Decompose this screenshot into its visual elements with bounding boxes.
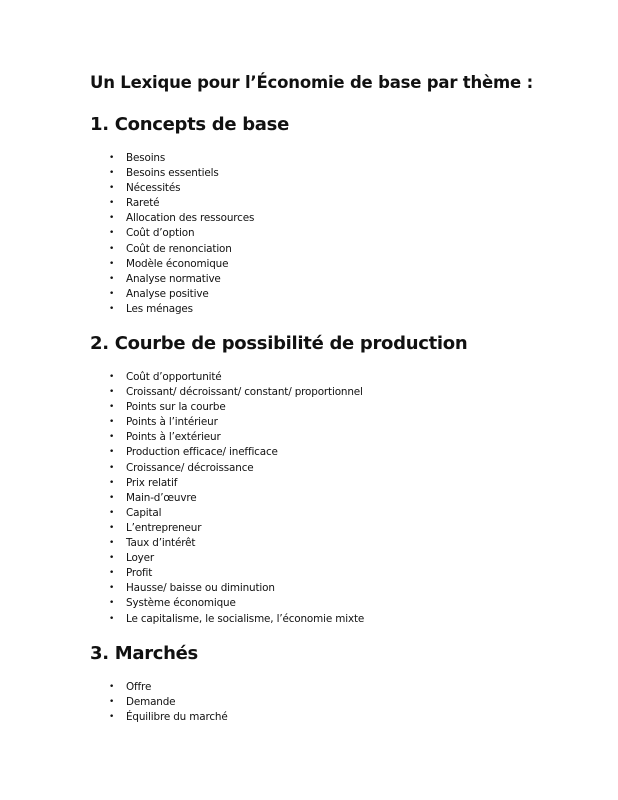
bullet-icon: •	[109, 288, 115, 299]
list-item	[0, 370, 364, 385]
list-item	[0, 400, 364, 415]
bullet-icon: •	[109, 168, 115, 179]
list-item	[0, 491, 364, 506]
list-item	[0, 272, 254, 287]
list-item	[0, 461, 364, 476]
list-item-label: Système économique	[126, 597, 236, 610]
list-item-label: Coût de renonciation	[126, 242, 232, 255]
list-item	[0, 211, 254, 226]
list-item-label: Main-d’œuvre	[126, 491, 197, 504]
bullet-icon: •	[109, 583, 115, 594]
term-list-courbe-de-possibilite	[0, 370, 364, 627]
list-item-label: Analyse normative	[126, 272, 221, 285]
list-item	[0, 612, 364, 627]
list-item	[0, 430, 364, 445]
bullet-icon: •	[109, 682, 115, 692]
bullet-icon: •	[109, 303, 115, 314]
bullet-icon: •	[109, 598, 115, 609]
section-heading-marches: 3. Marchés	[90, 643, 198, 664]
list-item	[0, 581, 364, 596]
list-item-label: Points à l’extérieur	[126, 431, 221, 444]
document-title: Un Lexique pour l’Économie de base par thème :	[90, 73, 533, 92]
list-item	[0, 710, 228, 725]
list-item	[0, 596, 364, 611]
list-item	[0, 551, 364, 566]
list-item-label: Capital	[126, 506, 162, 519]
list-item-label: Taux d’intérêt	[126, 537, 196, 550]
list-item-label: Hausse/ baisse ou diminution	[126, 582, 275, 595]
list-item-label: Points à l’intérieur	[126, 416, 218, 429]
list-item-label: Production efficace/ inefficace	[126, 446, 278, 459]
bullet-icon: •	[109, 417, 115, 428]
list-item-label: Croissance/ décroissance	[126, 461, 254, 474]
list-item	[0, 695, 228, 710]
list-item-label: Modèle économique	[126, 257, 229, 270]
bullet-icon: •	[109, 477, 115, 488]
bullet-icon: •	[109, 243, 115, 254]
bullet-icon: •	[109, 712, 115, 723]
bullet-icon: •	[109, 183, 115, 194]
list-item-label: Offre	[126, 681, 152, 693]
bullet-icon: •	[109, 613, 115, 624]
bullet-icon: •	[109, 568, 115, 579]
list-item-label: Nécessités	[126, 182, 181, 195]
bullet-icon: •	[109, 153, 115, 163]
bullet-icon: •	[109, 198, 115, 209]
bullet-icon: •	[109, 462, 115, 473]
bullet-icon: •	[109, 213, 115, 224]
list-item	[0, 445, 364, 460]
list-item-label: Croissant/ décroissant/ constant/ proportionnel	[126, 386, 363, 399]
list-item-label: Analyse positive	[126, 287, 209, 300]
list-item-label: Équilibre du marché	[126, 711, 228, 724]
bullet-icon: •	[109, 432, 115, 443]
list-item	[0, 287, 254, 302]
section-heading-courbe-de-possibilite: 2. Courbe de possibilité de production	[90, 333, 468, 354]
list-item	[0, 506, 364, 521]
list-item	[0, 166, 254, 181]
bullet-icon: •	[109, 447, 115, 458]
list-item-label: Besoins	[126, 152, 166, 164]
list-item-label: Rareté	[126, 197, 160, 210]
list-item-label: Coût d’opportunité	[126, 371, 222, 383]
list-item-label: Le capitalisme, le socialisme, l’économie mixte	[126, 612, 365, 625]
bullet-icon: •	[109, 402, 115, 413]
bullet-icon: •	[109, 553, 115, 564]
list-item-label: Profit	[126, 567, 153, 580]
list-item-label: Points sur la courbe	[126, 401, 226, 414]
list-item-label: Demande	[126, 696, 176, 709]
list-item	[0, 226, 254, 241]
list-item	[0, 476, 364, 491]
bullet-icon: •	[109, 258, 115, 269]
list-item	[0, 536, 364, 551]
term-list-concepts-de-base	[0, 151, 254, 317]
list-item-label: Les ménages	[126, 302, 193, 315]
list-item	[0, 566, 364, 581]
list-item-label: Besoins essentiels	[126, 167, 219, 180]
list-item	[0, 181, 254, 196]
bullet-icon: •	[109, 697, 115, 708]
bullet-icon: •	[109, 522, 115, 533]
list-item	[0, 151, 254, 166]
list-item-label: L’entrepreneur	[126, 521, 202, 534]
bullet-icon: •	[109, 538, 115, 549]
list-item	[0, 680, 228, 695]
list-item	[0, 302, 254, 317]
list-item	[0, 415, 364, 430]
list-item	[0, 521, 364, 536]
list-item-label: Prix relatif	[126, 476, 178, 489]
term-list-marches	[0, 680, 228, 725]
list-item-label: Allocation des ressources	[126, 212, 255, 225]
bullet-icon: •	[109, 273, 115, 284]
list-item	[0, 257, 254, 272]
bullet-icon: •	[109, 387, 115, 398]
section-heading-concepts-de-base: 1. Concepts de base	[90, 114, 289, 135]
bullet-icon: •	[109, 507, 115, 518]
list-item	[0, 385, 364, 400]
bullet-icon: •	[109, 372, 115, 382]
bullet-icon: •	[109, 492, 115, 503]
bullet-icon: •	[109, 228, 115, 239]
list-item	[0, 196, 254, 211]
list-item-label: Coût d’option	[126, 227, 195, 240]
list-item-label: Loyer	[126, 552, 155, 565]
list-item	[0, 242, 254, 257]
